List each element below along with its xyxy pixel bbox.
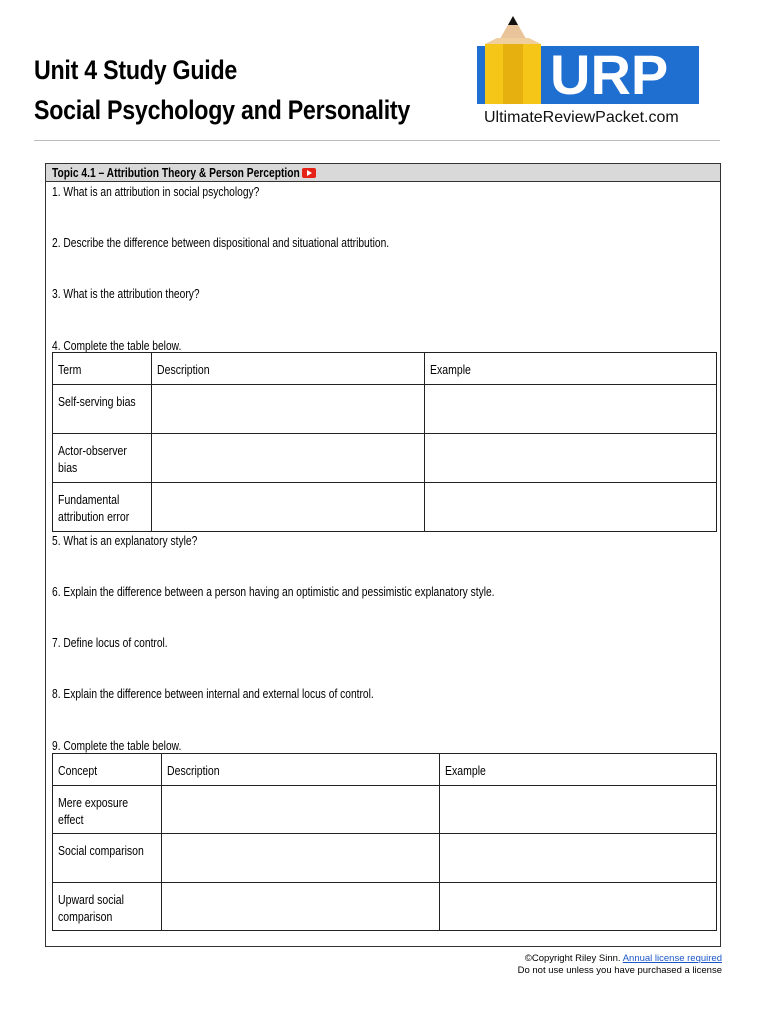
table-cell: Fundamental attribution error xyxy=(58,493,130,524)
topic-heading xyxy=(46,164,720,182)
table-row xyxy=(53,834,717,883)
answer-cell[interactable] xyxy=(152,483,425,532)
table-row xyxy=(53,434,717,483)
svg-text:URP: URP xyxy=(550,43,669,106)
license-notice: Do not use unless you have purchased a license xyxy=(517,965,722,976)
youtube-play-icon[interactable] xyxy=(302,168,316,178)
table-cell: Actor-observer bias xyxy=(58,444,127,475)
answer-cell[interactable] xyxy=(440,883,717,931)
table-header: Description xyxy=(157,363,210,377)
table-header: Term xyxy=(58,363,82,377)
answer-cell[interactable] xyxy=(425,434,717,483)
question-5: 5. What is an explanatory style? xyxy=(52,534,198,548)
table-row xyxy=(53,483,717,532)
header-divider xyxy=(34,140,720,141)
table-header: Concept xyxy=(58,764,98,778)
question-3: 3. What is the attribution theory? xyxy=(52,287,200,301)
answer-cell[interactable] xyxy=(440,786,717,834)
urp-logo xyxy=(477,16,699,130)
table-cell: Social comparison xyxy=(58,844,144,858)
question-7: 7. Define locus of control. xyxy=(52,636,168,650)
answer-cell[interactable] xyxy=(162,883,440,931)
table-cell: Mere exposure effect xyxy=(58,796,129,827)
question-6: 6. Explain the difference between a person having an optimistic and pessimistic explanatory style. xyxy=(52,585,495,599)
license-link[interactable]: Annual license required xyxy=(622,953,722,964)
svg-text:UltimateReviewPacket.com: UltimateReviewPacket.com xyxy=(484,109,679,126)
question-2: 2. Describe the difference between dispositional and situational attribution. xyxy=(52,236,390,250)
answer-cell[interactable] xyxy=(152,385,425,434)
question-8: 8. Explain the difference between internal and external locus of control. xyxy=(52,687,374,701)
answer-cell[interactable] xyxy=(152,434,425,483)
table-row xyxy=(53,786,717,834)
title-line-2: Social Psychology and Personality xyxy=(34,95,411,125)
attribution-table xyxy=(52,352,717,532)
social-comparison-table xyxy=(52,753,717,931)
question-4: 4. Complete the table below. xyxy=(52,339,182,353)
copyright-footer xyxy=(518,953,722,977)
table-row xyxy=(53,883,717,931)
pencil-logo-icon xyxy=(477,16,699,130)
answer-cell[interactable] xyxy=(425,483,717,532)
page-title xyxy=(34,50,410,130)
topic-heading-text: Topic 4.1 – Attribution Theory & Person Perception xyxy=(52,165,300,180)
table-header: Example xyxy=(430,363,472,377)
answer-cell[interactable] xyxy=(162,834,440,883)
answer-cell[interactable] xyxy=(425,385,717,434)
answer-cell[interactable] xyxy=(162,786,440,834)
copyright-text: ©Copyright Riley Sinn. xyxy=(524,953,621,964)
answer-cell[interactable] xyxy=(440,834,717,883)
table-header: Description xyxy=(167,764,220,778)
table-cell: Upward social comparison xyxy=(58,893,124,924)
title-line-1: Unit 4 Study Guide xyxy=(34,55,238,85)
question-9: 9. Complete the table below. xyxy=(52,739,182,753)
topic-section xyxy=(45,163,721,947)
question-1: 1. What is an attribution in social psychology? xyxy=(52,185,260,199)
table-header: Example xyxy=(445,764,487,778)
table-row xyxy=(53,385,717,434)
table-cell: Self-serving bias xyxy=(58,395,136,409)
